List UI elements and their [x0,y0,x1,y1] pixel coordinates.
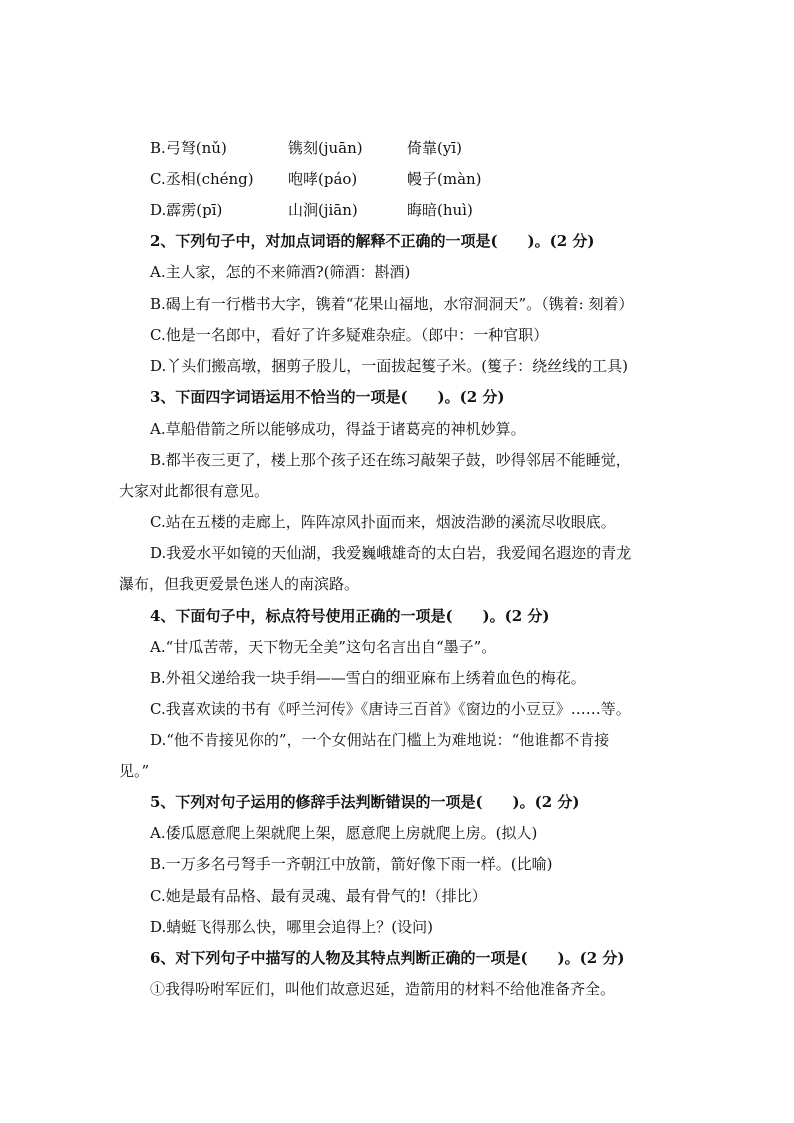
q3-option-d-line1: D.我爱水平如镜的天仙湖，我爱巍峨雄奇的太白岩，我爱闻名遐迩的青龙 [150,544,632,562]
q2-option-a: A.主人家，怎的不来筛酒?(筛酒：斟酒) [150,263,411,281]
q3-option-b-line1: B.都半夜三更了，楼上那个孩子还在练习敲架子鼓，吵得邻居不能睡觉， [150,451,631,469]
q4-stem: 4、下面句子中，标点符号使用正确的一项是( )。(2 分) [150,607,550,625]
q1-option-b-word2: 镌刻(juān) [288,139,363,157]
q1-option-b-word1: B.弓弩(nǔ) [150,139,227,157]
q2-option-b: B.碣上有一行楷书大字，镌着“花果山福地，水帘洞洞天”。（镌着: 刻着） [150,295,634,313]
q2-option-d: D.丫头们搬高墩，捆剪子股儿，一面拔起篗子米。(篗子：绕丝线的工具) [150,357,628,375]
q1-option-c-word3: 幔子(màn) [407,170,482,188]
q5-stem: 5、下列对句子运用的修辞手法判断错误的一项是( )。(2 分) [150,793,580,811]
q3-stem: 3、下面四字词语运用不恰当的一项是( )。(2 分) [150,388,505,406]
q5-option-a: A.倭瓜愿意爬上架就爬上架，愿意爬上房就爬上房。(拟人) [150,824,538,842]
q5-option-b: B.一万多名弓弩手一齐朝江中放箭，箭好像下雨一样。(比喻) [150,855,553,873]
q4-option-b: B.外祖父递给我一块手绢——雪白的细亚麻布上绣着血色的梅花。 [150,669,586,687]
q2-stem: 2、下列句子中，对加点词语的解释不正确的一项是( )。(2 分) [150,232,595,250]
q6-sentence-1: ①我得吩咐军匠们，叫他们故意迟延，造箭用的材料不给他准备齐全。 [150,980,616,998]
q1-option-d-word2: 山涧(jiān) [288,201,358,219]
q5-option-d: D.蜻蜓飞得那么快，哪里会追得上？(设问) [150,918,433,936]
q4-option-d-line2: 见。” [119,762,150,780]
q1-option-d-word3: 晦暗(huì) [407,201,473,219]
q3-option-b-line2: 大家对此都很有意见。 [119,482,270,500]
q2-option-c: C.他是一名郎中，看好了许多疑难杂症。（郎中：一种官职） [150,326,549,344]
q1-option-d-word1: D.霹雳(pī) [150,201,223,219]
q4-option-a: A.“甘瓜苦蒂，天下物无全美”这句名言出自“墨子”。 [150,638,497,656]
q5-option-c: C.她是最有品格、最有灵魂、最有骨气的!（排比） [150,887,487,905]
q3-option-d-line2: 瀑布，但我更爱景色迷人的南滨路。 [119,575,360,593]
q4-option-d-line1: D.“他不肯接见你的”，一个女佣站在门槛上为难地说：“他谁都不肯接 [150,731,610,749]
q3-option-c: C.站在五楼的走廊上，阵阵凉风扑面而来，烟波浩渺的溪流尽收眼底。 [150,513,616,531]
q1-option-b-word3: 倚靠(yī) [407,139,462,157]
q1-option-c-word1: C.丞相(chéng) [150,170,254,188]
q6-stem: 6、对下列句子中描写的人物及其特点判断正确的一项是( )。(2 分) [150,949,625,967]
q4-option-c: C.我喜欢读的书有《呼兰河传》《唐诗三百首》《窗边的小豆豆》……等。 [150,700,631,718]
q3-option-a: A.草船借箭之所以能够成功，得益于诸葛亮的神机妙算。 [150,420,526,438]
q1-option-c-word2: 咆哮(páo) [288,170,358,188]
